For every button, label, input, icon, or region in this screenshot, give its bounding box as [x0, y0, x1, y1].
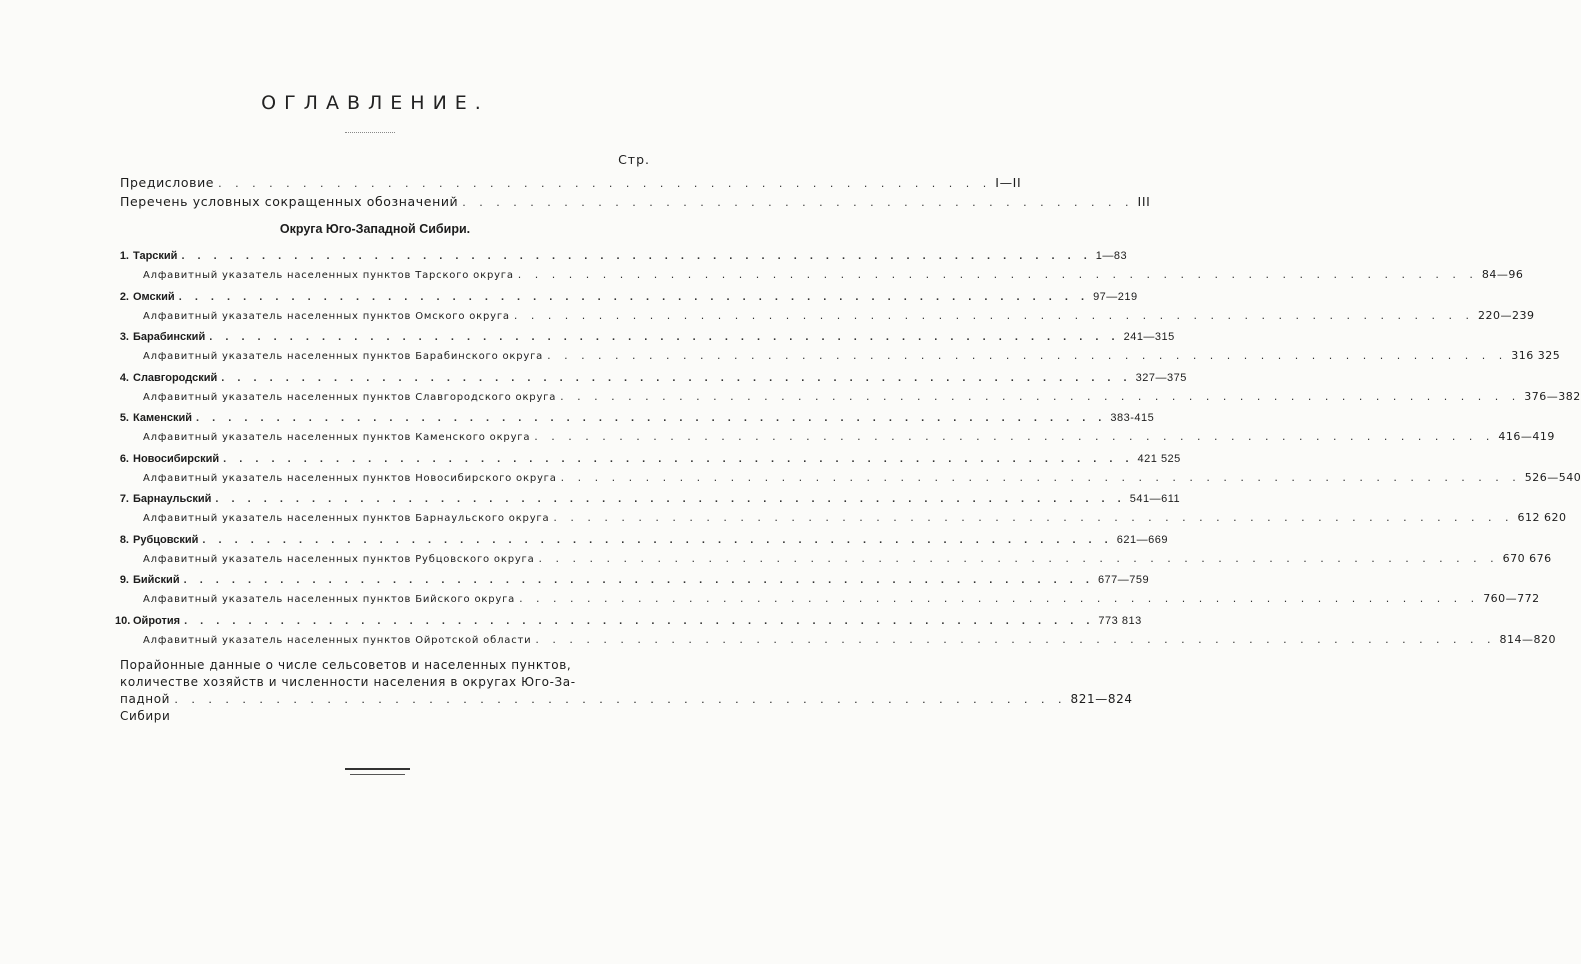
district-number: 1. [119, 250, 129, 262]
district-name: Каменский [133, 412, 193, 424]
leader-dots: . . . . . . . . . . . . . . . . . . . . . . . . . . . . . . . . . . . . . . . . . . . . . . . . . . . . . . . . . [178, 291, 1090, 303]
leader-dots: . . . . . . . . . . . . . . . . . . . . . . . . . . . . . . . . . . . . . . . . . . . . . . . . . . . . . . . . . [547, 349, 1508, 362]
leader-dots: . . . . . . . . . . . . . . . . . . . . . . . . . . . . . . . . . . . . . . . . . . . . . . . . . . . . . . . . . [221, 372, 1132, 384]
district-pages: 773 813 [1098, 615, 1142, 627]
index-pages: 526—540 [1524, 471, 1581, 484]
district-label [115, 534, 198, 546]
district-name: Славгородский [133, 372, 218, 384]
district-index-entry [143, 471, 1581, 484]
district-label [115, 493, 211, 505]
toc-entry-pages: I—II [995, 175, 1022, 190]
district-index-entry [143, 552, 1552, 565]
summary-line: Порайонные данные о числе сельсоветов и населенных пунктов, [120, 658, 572, 672]
section-title: Округа Юго-Западной Сибири. [279, 222, 471, 236]
district-number: 8. [119, 534, 129, 546]
index-label: Алфавитный указатель населенных пунктов Каменского округа [143, 432, 531, 443]
leader-dots: . . . . . . . . . . . . . . . . . . . . . . . . . . . . . . . . . . . . . . . . . . . . . . . . . . . . . . . . . [196, 412, 1107, 424]
district-pages: 621—669 [1116, 534, 1168, 546]
district-pages: 421 525 [1137, 453, 1181, 465]
summary-last-line [120, 691, 1133, 725]
leader-dots: . . . . . . . . . . . . . . . . . . . . . . . . . . . . . . . . . . . . . . . . . . . . . . . . . . . . . . . . . [535, 633, 1496, 646]
district-name: Омский [133, 291, 175, 303]
page-title: ОГЛАВЛЕНИЕ. [261, 92, 489, 114]
district-name: Тарский [133, 250, 178, 262]
district-label [115, 615, 180, 627]
index-label: Алфавитный указатель населенных пунктов Омского округа [143, 311, 510, 322]
district-number: 5. [119, 412, 129, 424]
district-entry [115, 574, 1150, 586]
district-entry [115, 493, 1181, 505]
district-index-entry [143, 390, 1581, 403]
district-entry [115, 615, 1142, 627]
leader-dots: . . . . . . . . . . . . . . . . . . . . . . . . . . . . . . . . . . . . . . . . . . . . . . . . . . . . . . . . . [538, 552, 1499, 565]
district-pages: 383-415 [1110, 412, 1155, 424]
district-pages: 1—83 [1095, 250, 1128, 262]
leader-dots: . . . . . . . . . . . . . . . . . . . . . . . . . . . . . . . . . . . . . . . . . . . . . . . . . . . . . . . . . [560, 471, 1521, 484]
district-index-entry [143, 268, 1524, 281]
summary-line: количестве хозяйств и численности населения в округах Юго-За- [120, 675, 576, 689]
district-number: 7. [119, 493, 129, 505]
index-pages: 760—772 [1483, 592, 1540, 605]
leader-dots: . . . . . . . . . . . . . . . . . . . . . . . . . . . . . . . . . . . . . . . . . . . . . . . . . . . . . . . . . [183, 574, 1094, 586]
district-name: Бийский [133, 574, 180, 586]
index-pages: 84—96 [1481, 268, 1524, 281]
district-name: Барнаульский [133, 493, 212, 505]
leader-dots: . . . . . . . . . . . . . . . . . . . . . . . . . . . . . . . . . . . . . . . . . . . . . . . . . . . . . . . . . [534, 430, 1495, 443]
index-label: Алфавитный указатель населенных пунктов Барнаульского округа [143, 513, 550, 524]
index-label: Алфавитный указатель населенных пунктов Новосибирского округа [143, 473, 557, 484]
district-label [115, 250, 177, 262]
end-divider-secondary [350, 774, 405, 775]
leader-dots: . . . . . . . . . . . . . . . . . . . . . . . . . . . . . . . . . . . . . . . . . . . . . . . . . . . . . . . . . [215, 493, 1126, 505]
index-pages: 612 620 [1517, 511, 1567, 524]
leader-dots: . . . . . . . . . . . . . . . . . . . . . . . . . . . . . . . . . . . . . . . . . . . . . . . . . . . . . . . . . [517, 268, 1478, 281]
leader-dots: . . . . . . . . . . . . . . . . . . . . . . . . . . . . . . . . . . . . . . . . . . . . . . . . . . . . . . . . . [519, 592, 1480, 605]
toc-entry-label: Перечень условных сокращенных обозначений [120, 194, 459, 209]
district-entry [115, 453, 1181, 465]
district-number: 4. [119, 372, 129, 384]
district-label [115, 574, 180, 586]
index-label: Алфавитный указатель населенных пунктов Бийского округа [143, 594, 516, 605]
leader-dots: . . . . . . . . . . . . . . . . . . . . . . . . . . . . . . . . . . . . . . . . . . . . . . . . . . . . . . . . . [560, 390, 1521, 403]
index-pages: 316 325 [1511, 349, 1561, 362]
district-name: Новосибирский [133, 453, 220, 465]
district-number: 6. [119, 453, 129, 465]
index-label: Алфавитный указатель населенных пунктов Тарского округа [143, 270, 514, 281]
index-label: Алфавитный указатель населенных пунктов Рубцовского округа [143, 554, 535, 565]
index-label: Алфавитный указатель населенных пунктов Барабинского округа [143, 351, 544, 362]
district-entry [115, 250, 1128, 262]
district-entry [115, 372, 1187, 384]
district-number: 10. [115, 615, 131, 627]
district-name: Барабинский [133, 331, 206, 343]
toc-entry-pages: 821—824 [1070, 692, 1133, 706]
index-label: Алфавитный указатель населенных пунктов Славгородского округа [143, 392, 557, 403]
district-entry [115, 291, 1138, 303]
toc-entry-summary [120, 657, 1133, 725]
district-entry [115, 412, 1155, 424]
district-number: 3. [119, 331, 129, 343]
district-index-entry [143, 592, 1540, 605]
index-pages: 814—820 [1499, 633, 1557, 646]
end-divider [345, 768, 410, 770]
index-label: Алфавитный указатель населенных пунктов Ойротской области [143, 635, 532, 646]
district-index-entry [143, 633, 1557, 646]
district-pages: 241—315 [1123, 331, 1175, 343]
district-index-entry [143, 349, 1561, 362]
summary-line: падной Сибири [120, 692, 171, 723]
district-name: Ойротия [133, 615, 181, 627]
district-pages: 541—611 [1129, 493, 1181, 505]
district-pages: 677—759 [1097, 574, 1150, 586]
leader-dots: . . . . . . . . . . . . . . . . . . . . . . . . . . . . . . . . . . . . . . . . [462, 196, 1134, 209]
district-index-entry [143, 309, 1535, 322]
district-label [115, 331, 205, 343]
leader-dots: . . . . . . . . . . . . . . . . . . . . . . . . . . . . . . . . . . . . . . . . . . . . . . . . . . . . . . . . . [513, 309, 1474, 322]
district-label [115, 453, 219, 465]
district-index-entry [143, 430, 1555, 443]
toc-entry-pages: III [1137, 194, 1151, 209]
index-pages: 670 676 [1502, 552, 1552, 565]
page-column-header: Стр. [618, 152, 650, 167]
district-index-entry [143, 511, 1567, 524]
leader-dots: . . . . . . . . . . . . . . . . . . . . . . . . . . . . . . . . . . . . . . . . . . . . . . [218, 177, 992, 190]
index-pages: 416—419 [1498, 430, 1555, 443]
leader-dots: . . . . . . . . . . . . . . . . . . . . . . . . . . . . . . . . . . . . . . . . . . . . . . . . . . . . . . . . . [553, 511, 1514, 524]
district-entry [115, 534, 1168, 546]
district-name: Рубцовский [133, 534, 199, 546]
district-pages: 327—375 [1135, 372, 1187, 384]
district-pages: 97—219 [1093, 291, 1138, 303]
leader-dots: . . . . . . . . . . . . . . . . . . . . . . . . . . . . . . . . . . . . . . . . . . . . . . . . . . . . . . . . . [184, 615, 1095, 627]
index-pages: 220—239 [1477, 309, 1535, 322]
district-label [115, 412, 192, 424]
leader-dots: . . . . . . . . . . . . . . . . . . . . . . . . . . . . . . . . . . . . . . . . . . . . . . . . . . . . . . . . . [209, 331, 1120, 343]
district-number: 2. [119, 291, 129, 303]
title-divider [345, 132, 395, 133]
leader-dots: . . . . . . . . . . . . . . . . . . . . . . . . . . . . . . . . . . . . . . . . . . . . . . . . . . . . . . . . . [223, 453, 1134, 465]
district-entry [115, 331, 1175, 343]
district-label [115, 291, 175, 303]
district-number: 9. [119, 574, 129, 586]
toc-entry-preface [120, 175, 1022, 190]
index-pages: 376—382 [1524, 390, 1581, 403]
toc-entry-label: Предисловие [120, 175, 215, 190]
district-label [115, 372, 217, 384]
leader-dots: . . . . . . . . . . . . . . . . . . . . . . . . . . . . . . . . . . . . . . . . . . . . . . . . . . . . . . . . . [202, 534, 1113, 546]
leader-dots: . . . . . . . . . . . . . . . . . . . . . . . . . . . . . . . . . . . . . . . . . . . . . . . . . . . . . [174, 693, 1067, 706]
leader-dots: . . . . . . . . . . . . . . . . . . . . . . . . . . . . . . . . . . . . . . . . . . . . . . . . . . . . . . . . . [181, 250, 1092, 262]
toc-entry-abbreviations [120, 194, 1151, 209]
